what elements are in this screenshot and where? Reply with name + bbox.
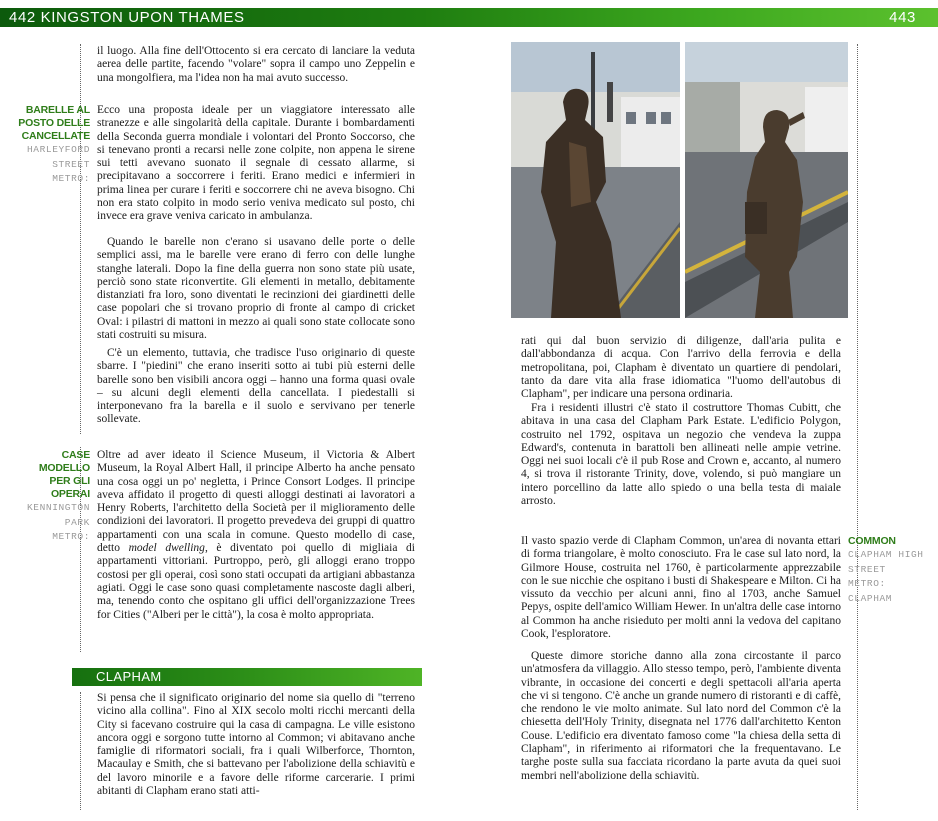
section-header-clapham: [72, 668, 422, 686]
model-dwelling-term: model dwelling: [128, 542, 205, 555]
left-paragraph-2: Quando le barelle non c'erano si usavano delle porte o delle semplici assi, ma le barelle vere erano di ferro con delle lunghe stanghe laterali. Dopo la fine della guerra non sono state più usate, perciò sono state riconvertite. Gli elementi in metallo, debitamente distanziati fra loro, sono diventati le recinzioni dei giardinetti delle case popolari che si trovano proprio di fronte al campo di cricket Oval: i pilastri di mattoni in mezzo ai quali sono state collocate sono stati costruiti su misura.: [97, 236, 415, 342]
left-paragraph-1: Ecco una proposta ideale per un viaggiatore interessato alle stranezze e alle singolarità della capitale. Durante i bombardamenti della Seconda guerra mondiale i volontari del Pronto Soccorso, che si tenevano pronti a recarsi nelle zone colpite, non appena le sirene sui tetti avevano suonato il segnale di cessato allarme, si precipitavano a soccorrere i feriti. Erano medici e infermieri in prima linea per curare i feriti e soccorrere chi ne aveva bisogno. Chi non era stato colpito in modo serio veniva medicato sul posto, chi invece era grave veniva caricato in ambulanza.: [97, 104, 415, 223]
left-text-dotted-rule: [80, 44, 81, 434]
margin-note-station: CLAPHAM: [848, 592, 893, 604]
left-paragraph-3: C'è un elemento, tuttavia, che tradisce l'uso originario di queste sbarre. I "piedini" che erano inseriti sotto ai tubi più esterni delle barelle sono ben visibili ancora oggi – hanno una forma quasi ovale – su alcuni degli elementi della cancellata. I piedestalli si interponevano fra la barella e il suolo e servivano per tenerle sollevate.: [97, 347, 415, 426]
right-page-number: 443: [889, 9, 916, 26]
section-title: CLAPHAM: [96, 669, 162, 684]
margin-note-place: CLAPHAM HIGH STREET: [848, 549, 924, 575]
photo-statue-girl: [685, 42, 848, 318]
margin-note-metro: METRO:: [52, 531, 90, 542]
margin-note-common: [848, 535, 924, 606]
right-paragraph-3: Il vasto spazio verde di Clapham Common, un'area di novanta ettari di forma triangolare, è molto conosciuto. Fra le case sul lato nord, la Gilmore House, costruita nel 1760, è particolarmente apprezzabile con le sue nicchie che ospitano i busti di Shakespeare e Milton. Ci ha vissuto da vecchio per alcuni anni, fino al 1703, anche Samuel Pepys, ospite dell'amico William Hewer. In un'altra delle case intorno al Common ha anche risieduto per molti anni la vedova del capitano Cook, l'esploratore.: [521, 535, 841, 641]
page-header-bar: [0, 8, 938, 27]
margin-note-place: HARLEYFORD STREET: [26, 144, 90, 170]
right-paragraph-4: Queste dimore storiche danno alla zona circostante il parco un'atmosfera da villaggio. Allo stesso tempo, però, l'ambiente diventa vibrante, in occasione dei concerti e degli spettacoli all'aria aperta che vi si tengono. C'è anche un grande numero di ristoranti e di caffè, che rendono le vie molto animate. Sul lato nord del Common c'è la chiesetta dell'Holy Trinity, disegnata nel 1776 dall'architetto Kenton Couse. L'edificio era diventato famoso come "la chiesa della setta di Clapham", in riferimento ai riformatori che la frequentavano. Le targhe poste sulla sua facciata ricordano la parte avuta da quei suoi membri nell'abolizione della schiavitù.: [521, 650, 842, 782]
margin-note-title: CASE MODELLO PER GLI OPERAI: [38, 449, 90, 500]
right-text-dotted-rule: [857, 44, 858, 810]
left-paragraph-5: Si pensa che il significato originario del nome sia quello di "terreno vicino alla collina". Fino al XIX secolo molti ricchi mercanti della City si facevano costruire qui la casa di campagna. Le ville esistono ancora oggi e sorgono tutte intorno al Common; vi abitavano anche famiglie di riformatori sociali, fra i quali Wilberforce, Thornton, Macaulay e Smith, che si battevano per l'abolizione della schiavitù e del lavoro minorile e a favore delle riforme carcerarie. I primi abitanti di Clapham erano stati atti-: [97, 692, 415, 798]
margin-note-place: KENNINGTON PARK: [26, 502, 90, 528]
left-text-dotted-rule-3: [80, 692, 81, 810]
left-paragraph-0: il luogo. Alla fine dell'Ottocento si era cercato di lanciare la veduta aerea delle partite, facendo "volare" sopra il campo uno Zeppelin e una mongolfiera, ma l'idea non ha mai avuto successo.: [97, 45, 415, 84]
margin-note-metro: METRO:: [52, 173, 90, 184]
photo-statue-man: [511, 42, 680, 318]
right-paragraph-2: Fra i residenti illustri c'è stato il costruttore Thomas Cubitt, che abitava in una casa del Clapham Park Estate. L'edificio Polygon, costruito nel 1792, ospitava un negozio che vendeva la zuppa Edward's, contenuta in barattoli ben allineati nelle ampie vetrine. Oggi nei suoi locali c'è il pub Rose and Crown e, accanto, al numero 4, si trova il ristorante Trinity, dove, volendo, si può mangiare un intero porcellino da latte allo spiedo o una bella testa di maiale arrosto.: [521, 402, 841, 508]
left-page-running-head: 442 KINGSTON UPON THAMES: [9, 9, 245, 26]
margin-note-title: BARELLE AL POSTO DELLE CANCELLATE: [18, 104, 90, 142]
left-paragraph-4: Oltre ad aver ideato il Science Museum, il Victoria & Albert Museum, la Royal Albert Hall, il principe Alberto ha anche pensato una cosa oggi un po' negletta, i Prince Consort Lodges. Il principe aveva affidato il progetto di questi alloggi destinati ai lavoratori a Henry Roberts, l'architetto della Società per il miglioramento delle condizioni dei lavoratori. Il progetto prevedeva dei gruppi di quattro appartamenti con una scala in comune. Questo modello di case, detto model dwelling, è diventato poi quello di migliaia di appartamenti vittoriani. Purtroppo, però, gli alloggi erano troppo costosi per gli operai, così sono stati occupati da artigiani abbastanza agiati. Oggi le case sono quasi completamente nascoste dagli alberi, ma, tenendo conto che ospitano gli uffici dell'organizzazione Trees for Cities ("Alberi per le città"), la cosa è molto appropriata.: [97, 449, 415, 621]
margin-note-title: COMMON: [848, 535, 896, 547]
margin-note-barelle: [18, 104, 90, 187]
right-paragraph-1: rati qui dal buon servizio di diligenze, dall'aria pulita e dall'abbondanza di acqua. Con l'arrivo della ferrovia e della metropolitana, poi, Clapham è diventato un quartiere di pendolari, tanto da dare vita alla frase idiomatica "l'uomo dell'autobus di Clapham", per indicare una persona ordinaria.: [521, 335, 841, 401]
margin-note-case-modello: [18, 449, 90, 545]
margin-note-metro: METRO:: [848, 578, 886, 589]
